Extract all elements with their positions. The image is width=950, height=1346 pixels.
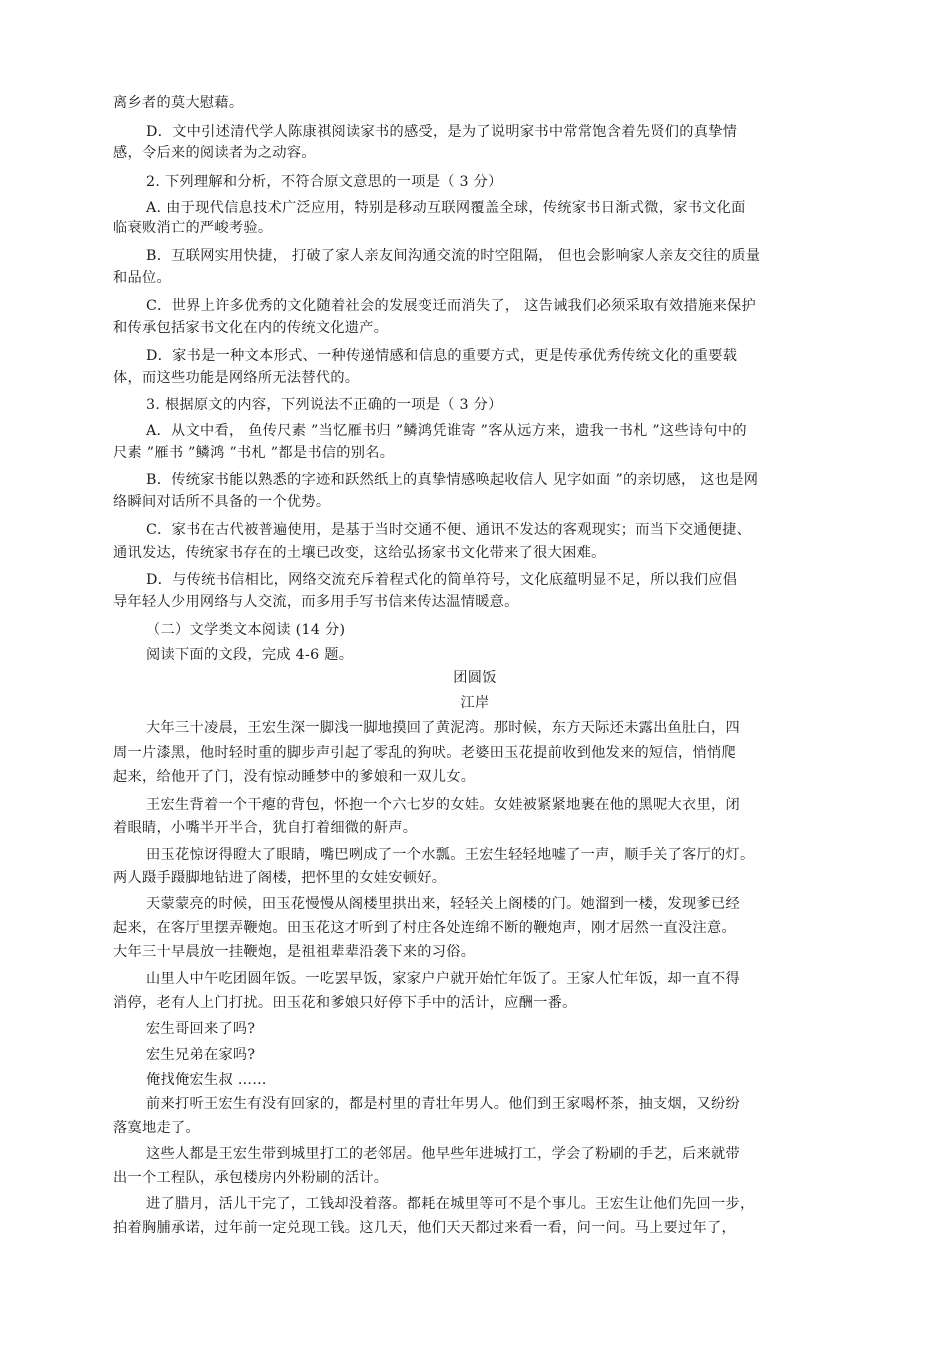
paragraph-line: 天蒙蒙亮的时候，田玉花慢慢从阁楼里拱出来，轻轻关上阁楼的门。她溜到一楼，发现爹已经 xyxy=(146,896,740,912)
text-line: 导年轻人少用网络与人交流，而多用手写书信来传达温情暖意。 xyxy=(113,594,519,610)
text-line: 尺素 ”雁书 ”鳞鸿 ”书札 ”都是书信的别名。 xyxy=(113,445,395,461)
instruction-line: 阅读下面的文段，完成 4-6 题。 xyxy=(146,647,354,663)
section-heading: （二）文学类文本阅读 (14 分) xyxy=(146,622,346,638)
paragraph-line: 周一片漆黑，他时轻时重的脚步声引起了零乱的狗吠。老婆田玉花提前收到他发来的短信，悄悄爬 xyxy=(113,745,736,761)
text-line: 和品位。 xyxy=(113,270,171,286)
text-line: 离乡者的莫大慰藉。 xyxy=(113,95,244,111)
option-a-line: A. 由于现代信息技术广泛应用，特别是移动互联网覆盖全球，传统家书日渐式微，家书文化面 xyxy=(146,200,746,216)
paragraph-line: 起来，给他开了门，没有惊动睡梦中的爹娘和一双儿女。 xyxy=(113,769,476,785)
paragraph-line: 落寞地走了。 xyxy=(113,1120,200,1136)
text-line: 络瞬间对话所不具备的一个优势。 xyxy=(113,494,331,510)
option-b-line: B．传统家书能以熟悉的字迹和跃然纸上的真挚情感唤起收信人 见字如面 ”的亲切感， 这也是网 xyxy=(146,472,759,488)
text-line: 临衰败消亡的严峻考验。 xyxy=(113,220,273,236)
paragraph-line: 出一个工程队，承包楼房内外粉刷的活计。 xyxy=(113,1170,389,1186)
dialogue-line: 宏生哥回来了吗? xyxy=(146,1021,256,1037)
paragraph-line: 消停，老有人上门打扰。田玉花和爹娘只好停下手中的活计，应酬一番。 xyxy=(113,995,577,1011)
paragraph-line: 两人蹑手蹑脚地钻进了阁楼，把怀里的女娃安顿好。 xyxy=(113,870,447,886)
text-line: 体，而这些功能是网络所无法替代的。 xyxy=(113,370,360,386)
question-2: 2. 下列理解和分析，不符合原文意思的一项是（ 3 分） xyxy=(146,174,503,190)
dialogue-line: 俺找俺宏生叔 …… xyxy=(146,1072,267,1088)
paragraph-line: 这些人都是王宏生带到城里打工的老邻居。他早些年进城打工，学会了粉刷的手艺，后来就带 xyxy=(146,1146,740,1162)
paragraph-line: 着眼睛，小嘴半开半合，犹自打着细微的鼾声。 xyxy=(113,820,418,836)
option-c-line: C．家书在古代被普遍使用，是基于当时交通不便、通讯不发达的客观现实；而当下交通便捷、 xyxy=(146,522,752,538)
option-c-line: C．世界上许多优秀的文化随着社会的发展变迁而消失了， 这告诫我们必须采取有效措施来保护 xyxy=(146,298,756,314)
text-line: 通讯发达，传统家书存在的土壤已改变，这给弘扬家书文化带来了很大困难。 xyxy=(113,545,606,561)
dialogue-line: 宏生兄弟在家吗? xyxy=(146,1047,256,1063)
question-3: 3. 根据原文的内容，下列说法不正确的一项是（ 3 分） xyxy=(146,397,503,413)
paragraph-line: 田玉花惊讶得瞪大了眼睛，嘴巴咧成了一个水瓢。王宏生轻轻地嘘了一声，顺手关了客厅的灯。 xyxy=(146,847,755,863)
option-d-line: D．文中引述清代学人陈康祺阅读家书的感受，是为了说明家书中常常饱含着先贤们的真挚情 xyxy=(146,124,738,140)
text-line: 感，令后来的阅读者为之动容。 xyxy=(113,145,316,161)
paragraph-line: 前来打听王宏生有没有回家的，都是村里的青壮年男人。他们到王家喝杯茶，抽支烟，又纷纷 xyxy=(146,1096,740,1112)
paragraph-line: 大年三十凌晨，王宏生深一脚浅一脚地摸回了黄泥湾。那时候，东方天际还未露出鱼肚白，四 xyxy=(146,720,740,736)
story-author: 江岸 xyxy=(460,695,490,711)
option-d-line: D．家书是一种文本形式、一种传递情感和信息的重要方式，更是传承优秀传统文化的重要载 xyxy=(146,348,738,364)
option-a-line: A．从文中看， 鱼传尺素 ”当忆雁书归 ”鳞鸿凭谁寄 ”客从远方来，遗我一书札 ”这些诗句中的 xyxy=(146,423,747,439)
paragraph-line: 山里人中午吃团圆年饭。一吃罢早饭，家家户户就开始忙年饭了。王家人忙年饭，却一直不得 xyxy=(146,971,740,987)
paragraph-line: 王宏生背着一个干瘪的背包，怀抱一个六七岁的女娃。女娃被紧紧地裹在他的黑呢大衣里，闭 xyxy=(146,797,740,813)
option-d-line: D．与传统书信相比，网络交流充斥着程式化的简单符号，文化底蕴明显不足，所以我们应倡 xyxy=(146,572,738,588)
option-b-line: B．互联网实用快捷， 打破了家人亲友间沟通交流的时空阻隔， 但也会影响家人亲友交往的质量 xyxy=(146,248,761,264)
paragraph-line: 起来，在客厅里摆弄鞭炮。田玉花这才听到了村庄各处连绵不断的鞭炮声，刚才居然一直没注意。 xyxy=(113,920,736,936)
paragraph-line: 进了腊月，活儿干完了，工钱却没着落。都耗在城里等可不是个事儿。王宏生让他们先回一步， xyxy=(146,1196,755,1212)
paragraph-line: 大年三十早晨放一挂鞭炮，是祖祖辈辈沿袭下来的习俗。 xyxy=(113,944,476,960)
paragraph-line: 拍着胸脯承诺，过年前一定兑现工钱。这几天，他们天天都过来看一看，问一问。马上要过年了， xyxy=(113,1220,736,1236)
story-title: 团圆饭 xyxy=(453,670,497,686)
text-line: 和传承包括家书文化在内的传统文化遗产。 xyxy=(113,320,389,336)
